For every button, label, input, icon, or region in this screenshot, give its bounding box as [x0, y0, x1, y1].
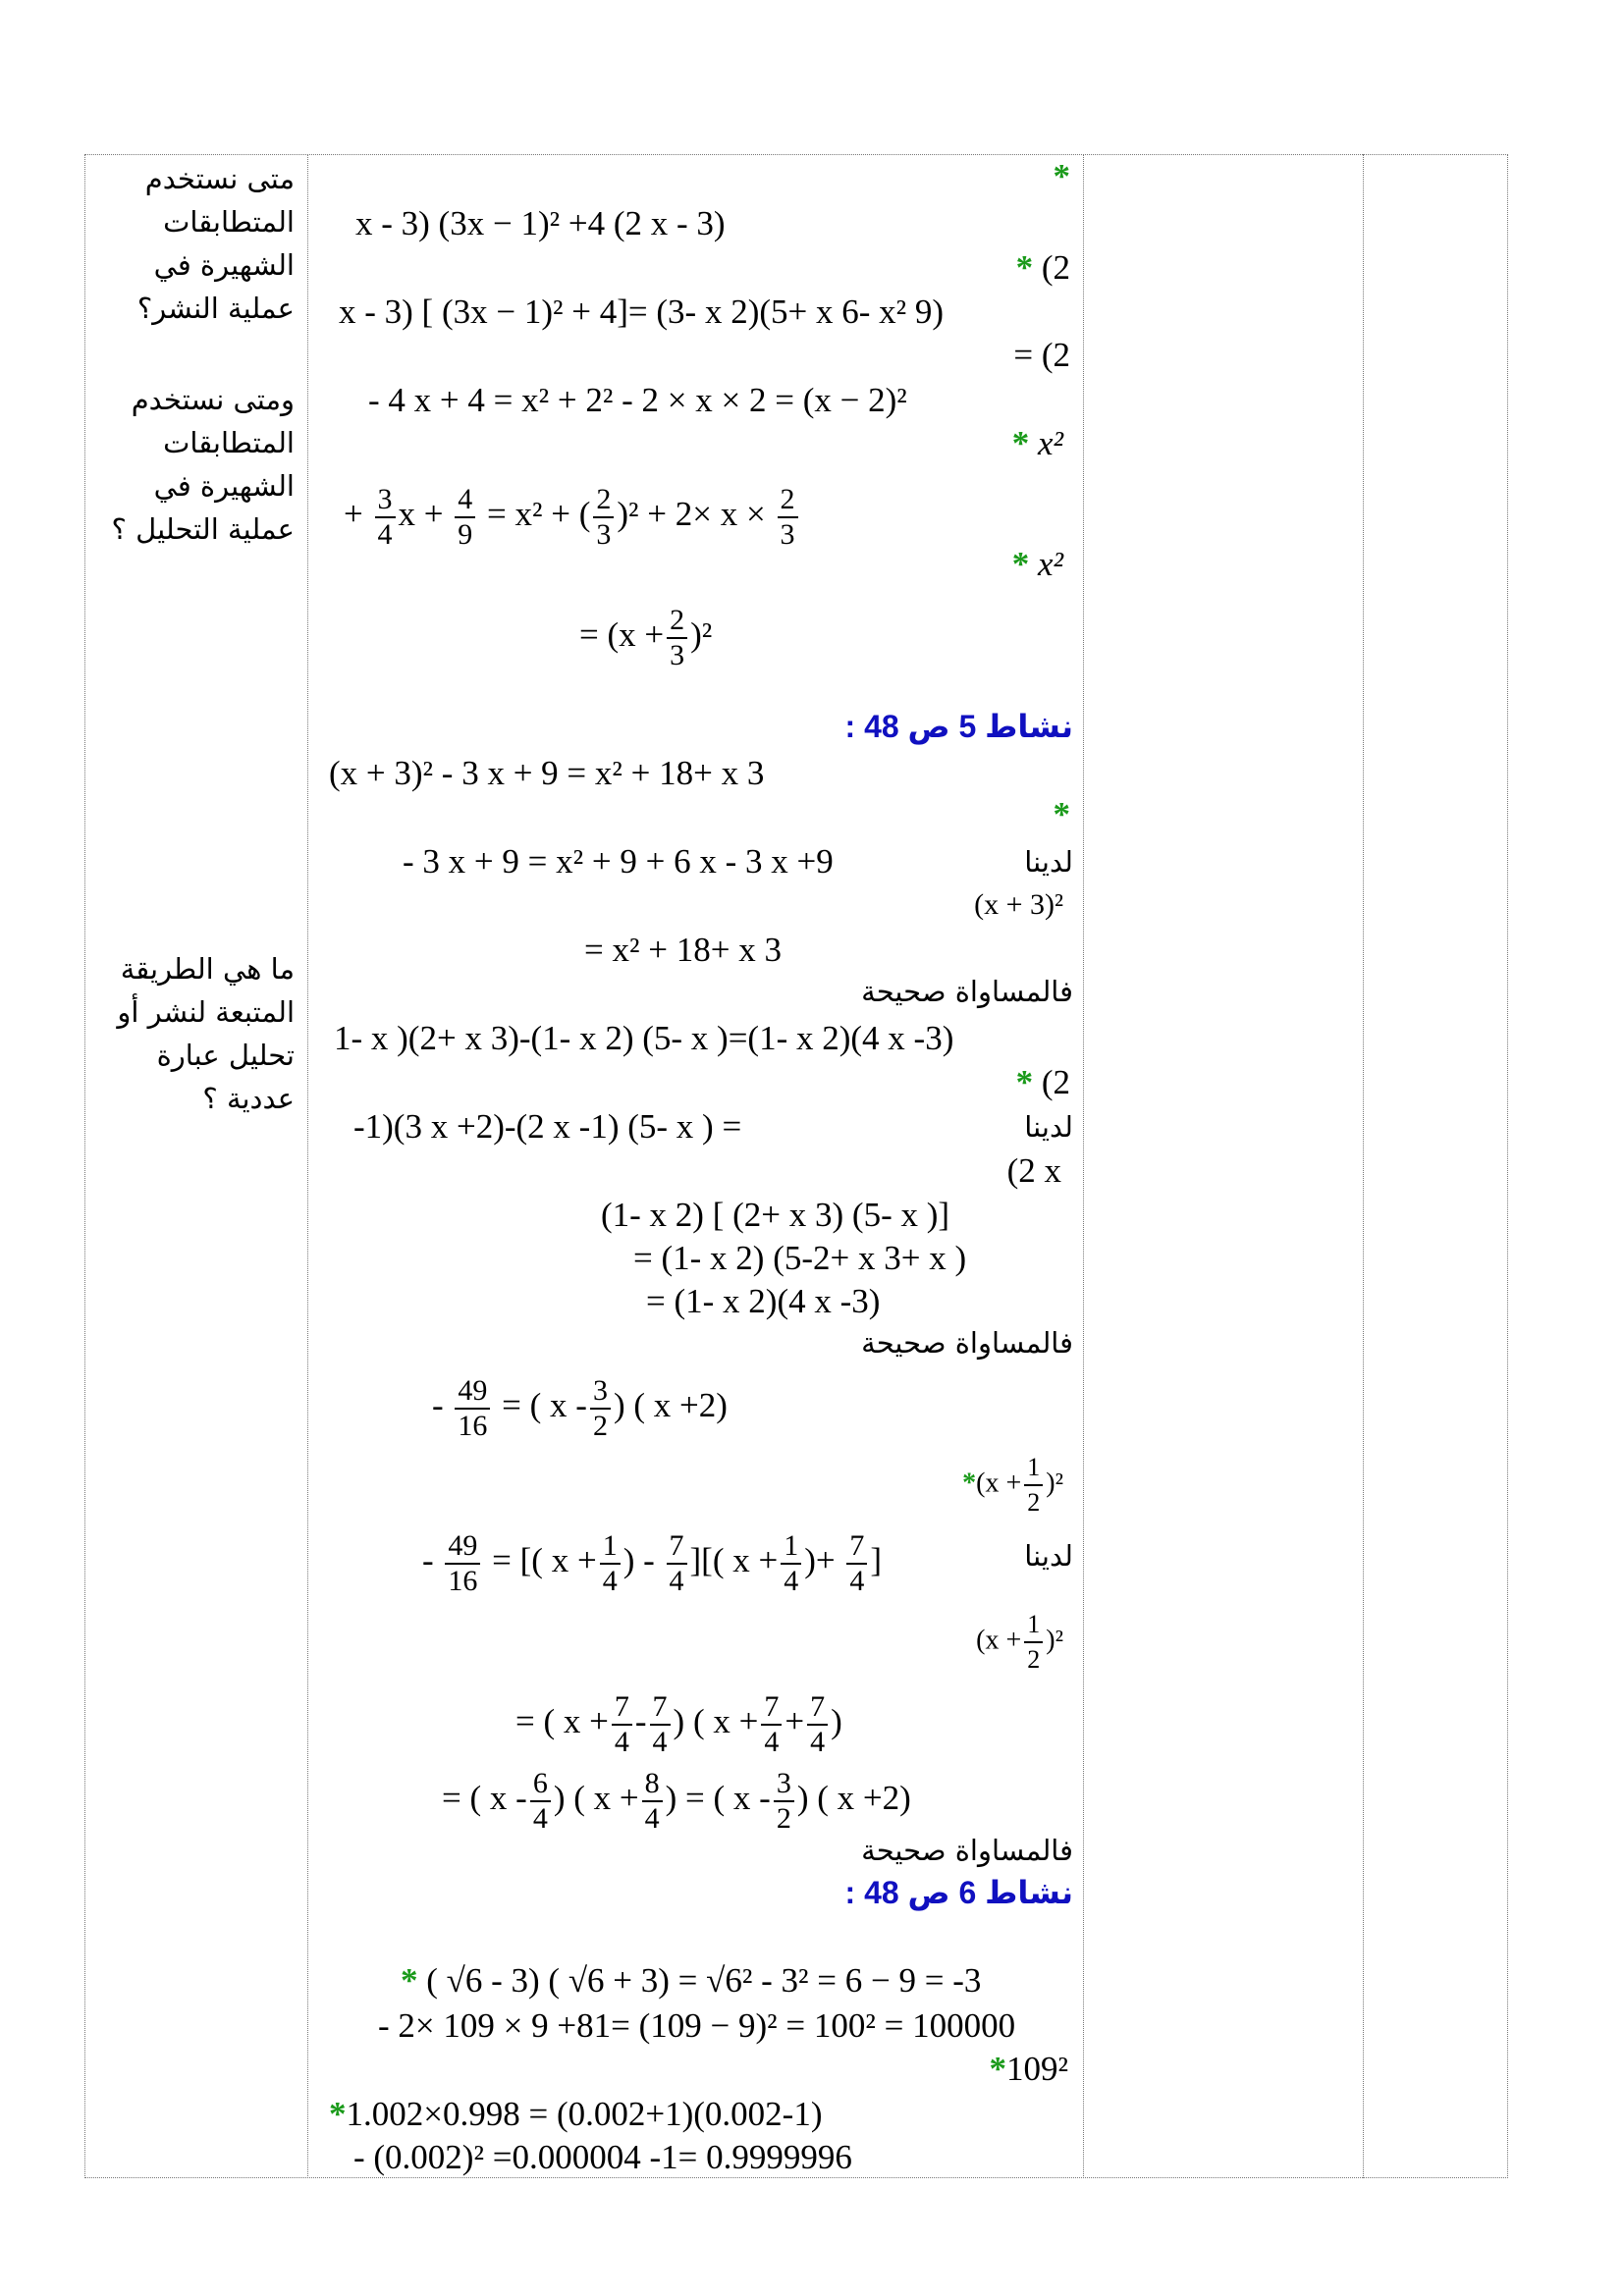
math-line: (2 x — [1006, 1151, 1061, 1190]
fraction: $\frac{4}{9}$ — [455, 483, 475, 552]
fraction: $\frac{7}{4}$ — [667, 1529, 687, 1598]
math-line: - $\frac{49}{16}$ = [( x + $\frac{1}{4}$ ) - $\frac{7}{4}$ ][( x + $\frac{1}{4}$ )+ $\frac{7}{4}$ ] — [422, 1529, 883, 1597]
math-line: (1- x 2) [ (2+ x 3) (5- x )] — [601, 1196, 950, 1234]
math-line: x - 3) [ (3x − 1)² + 4]= (3- x 2)(5+ x 6- x² 9) — [339, 293, 945, 331]
math-line: = (x + $\frac{2}{3}$ )² — [579, 604, 713, 671]
fraction: $\frac{49}{16}$ — [445, 1529, 480, 1598]
math-line: * ( √6 - 3) ( √6 + 3) = √6² - 3² = 6 − 9 = -3 — [401, 1961, 982, 2000]
fraction: $\frac{6}{4}$ — [530, 1767, 551, 1836]
column-divider — [307, 154, 308, 2178]
math-line: = x² + 18+ x 3 — [584, 931, 782, 969]
math-line: (x + 3)² — [974, 888, 1063, 921]
column-divider — [1083, 154, 1084, 2178]
activity-5-heading: نشاط 5 ص 48 : — [844, 709, 1073, 744]
activity-6-heading: نشاط 6 ص 48 : — [844, 1875, 1073, 1910]
star-marker: * — [1053, 795, 1070, 833]
fraction: $\frac{2}{3}$ — [593, 483, 614, 552]
fraction: $\frac{1}{4}$ — [600, 1529, 621, 1598]
fraction: $\frac{49}{16}$ — [455, 1374, 490, 1443]
fraction: $\frac{8}{4}$ — [642, 1767, 663, 1836]
equality-true-label: فالمساواة صحيحة — [861, 975, 1073, 1008]
fraction: $\frac{3}{4}$ — [375, 483, 396, 552]
fraction: $\frac{1}{4}$ — [781, 1529, 801, 1598]
fraction: $\frac{7}{4}$ — [650, 1690, 671, 1759]
question-expansion: متى نستخدم المتطابقات الشهيرة في عملية النشر؟ — [136, 162, 295, 325]
question-factorization: ومتى نستخدم المتطابقات الشهيرة في عملية التحليل ؟ — [111, 383, 295, 546]
math-line: = ( x - $\frac{6}{4}$ ) ( x + $\frac{8}{4}$ ) = ( x - $\frac{3}{2}$ ) ( x +2) — [442, 1767, 911, 1835]
math-line: (x + 3)² - 3 x + 9 = x² + 18+ x 3 — [329, 754, 765, 792]
math-line: - $\frac{49}{16}$ = ( x - $\frac{3}{2}$ ) ( x +2) — [432, 1374, 728, 1442]
math-line: - (0.002)² =0.000004 -1= 0.9999996 — [353, 2138, 852, 2176]
label-ladayna: لدينا — [1024, 1110, 1073, 1144]
fraction: $\frac{7}{4}$ — [761, 1690, 782, 1759]
math-line: *1.002×0.998 = (0.002+1)(0.002-1) — [329, 2095, 823, 2133]
math-line: * x² — [1011, 545, 1063, 583]
math-line: *109² — [989, 2050, 1068, 2088]
fraction: $\frac{2}{3}$ — [667, 604, 687, 672]
math-line: = (2 — [1013, 336, 1070, 374]
math-line: * (2 — [1015, 1063, 1070, 1101]
fraction: $\frac{7}{4}$ — [807, 1690, 828, 1759]
fraction: $\frac{7}{4}$ — [612, 1690, 632, 1759]
math-line: = (1- x 2) (5-2+ x 3+ x ) — [633, 1239, 967, 1277]
star-marker: * — [1053, 157, 1070, 195]
math-line: - 4 x + 4 = x² + 2² - 2 × x × 2 = (x − 2)² — [368, 381, 907, 419]
equality-true-label: فالمساواة صحيحة — [861, 1326, 1073, 1360]
math-line: * x² — [1011, 424, 1063, 462]
math-line: - 3 x + 9 = x² + 9 + 6 x - 3 x +9 — [403, 842, 834, 881]
equality-true-label: فالمساواة صحيحة — [861, 1834, 1073, 1867]
fraction: $\frac{7}{4}$ — [846, 1529, 867, 1598]
math-line: x - 3) (3x − 1)² +4 (2 x - 3) — [355, 204, 726, 242]
fraction: $\frac{1}{2}$ — [1024, 1608, 1043, 1677]
math-line: -1)(3 x +2)-(2 x -1) (5- x ) = — [353, 1107, 742, 1146]
math-line: 1- x )(2+ x 3)-(1- x 2) (5- x )=(1- x 2)(4 x -3) — [334, 1019, 954, 1057]
question-method: ما هي الطريقة المتبعة لنشر أو تحليل عبارة عددية ؟ — [117, 952, 295, 1115]
label-ladayna: لدينا — [1024, 1539, 1073, 1573]
column-divider — [1363, 154, 1364, 2178]
math-line: (x + $\frac{1}{2}$ )² — [976, 1608, 1063, 1677]
math-line: *(x + $\frac{1}{2}$ )² — [962, 1451, 1063, 1520]
fraction: $\frac{3}{2}$ — [774, 1767, 794, 1836]
label-ladayna: لدينا — [1024, 845, 1073, 879]
table-frame — [84, 154, 1508, 2178]
math-line: = (1- x 2)(4 x -3) — [646, 1282, 881, 1320]
fraction: $\frac{1}{2}$ — [1024, 1451, 1043, 1520]
math-line: * (2 — [1015, 248, 1070, 287]
fraction: $\frac{3}{2}$ — [590, 1374, 611, 1443]
math-line: = ( x + $\frac{7}{4}$ - $\frac{7}{4}$ ) ( x + $\frac{7}{4}$ + $\frac{7}{4}$ ) — [515, 1690, 842, 1758]
fraction: $\frac{2}{3}$ — [778, 483, 798, 552]
math-line: - 2× 109 × 9 +81= (109 − 9)² = 100² = 100000 — [378, 2006, 1016, 2045]
math-line: + $\frac{3}{4}$ x + $\frac{4}{9}$ = x² + ( $\frac{2}{3}$ )² + 2× x × $\frac{2}{3}$ — [344, 483, 801, 552]
